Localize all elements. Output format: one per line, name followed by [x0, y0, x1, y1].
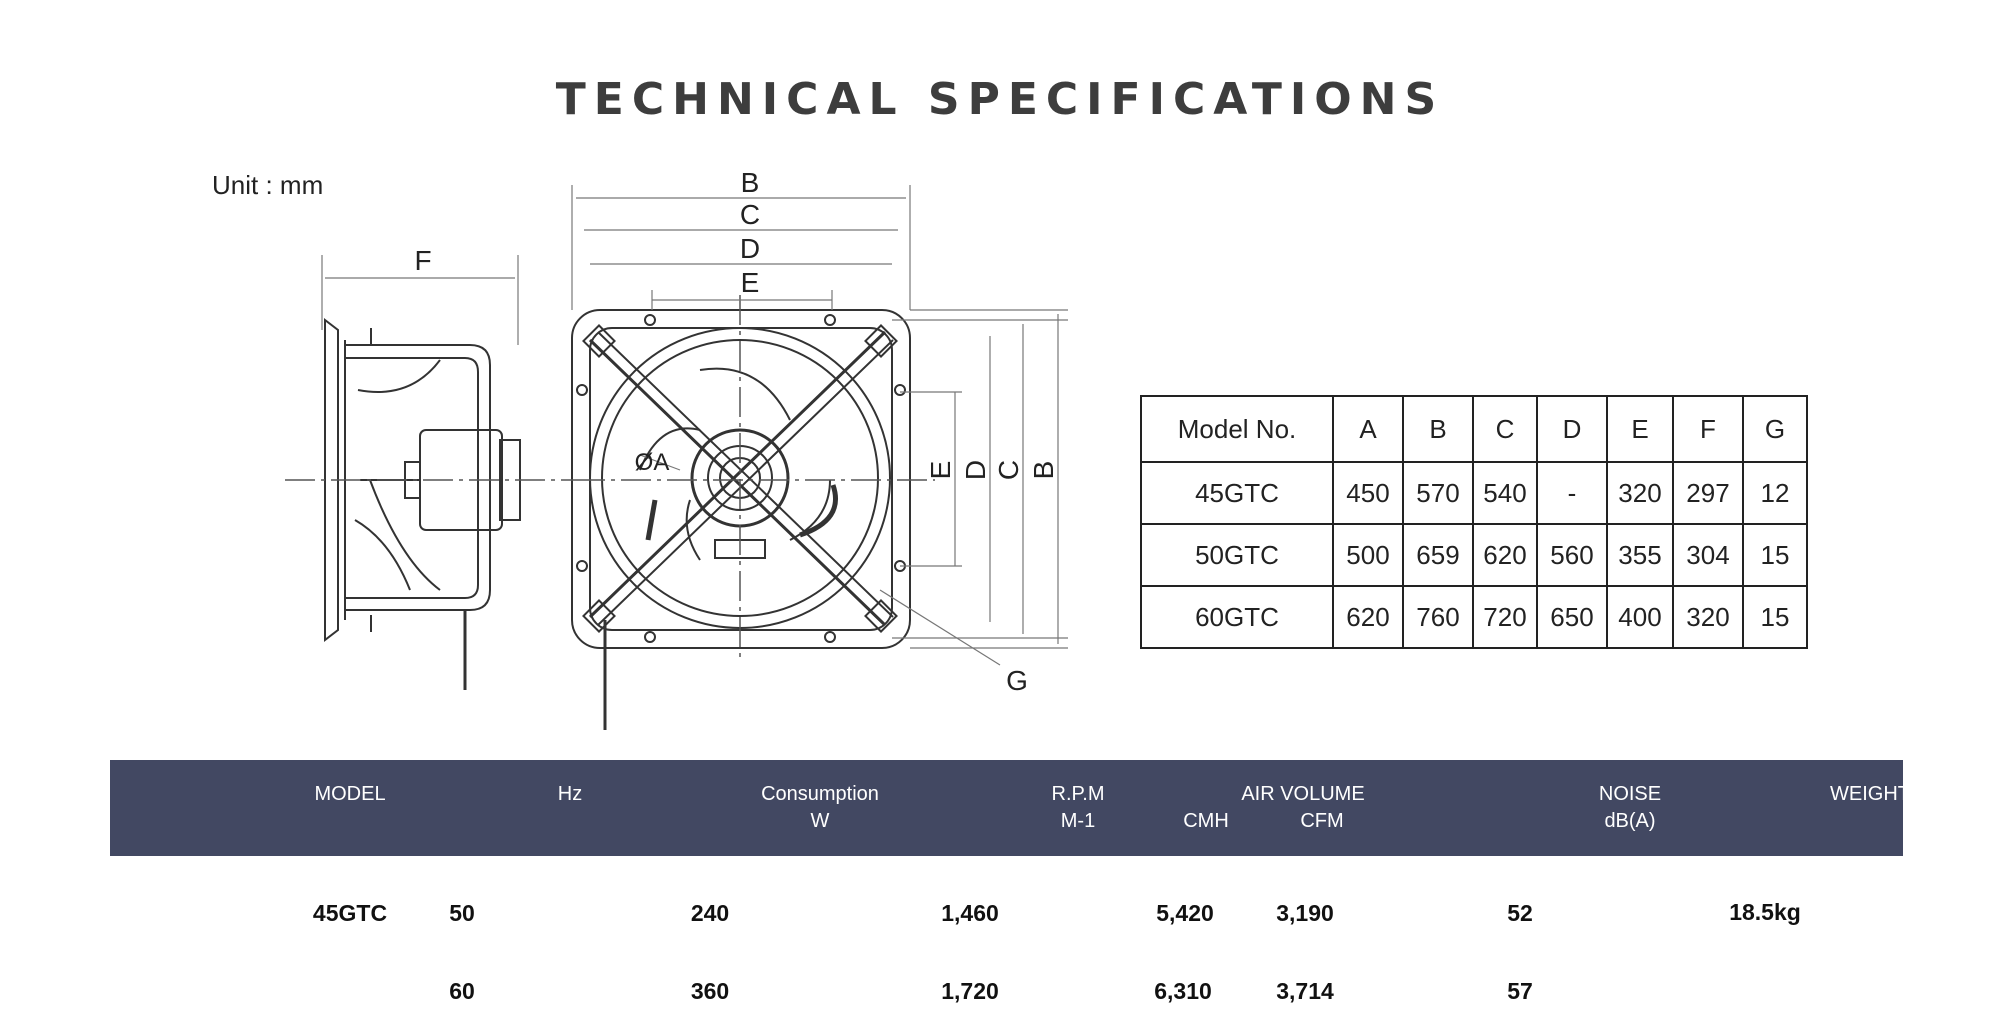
dim-cell: 297: [1673, 462, 1743, 524]
dim-cell: 620: [1473, 524, 1537, 586]
front-view: [572, 310, 910, 730]
spec-cell-consumption: 360: [690, 978, 730, 1004]
table-row: [1141, 462, 1807, 524]
spec-header-air-volume: AIR VOLUME: [1241, 783, 1365, 805]
spec-header-cmh: CMH: [1183, 810, 1229, 832]
dim-header-c: C: [1473, 396, 1537, 462]
label-e-top: E: [740, 267, 760, 298]
label-g: G: [1006, 665, 1028, 696]
spec-header-noise: NOISE: [1598, 783, 1662, 805]
dim-cell: 720: [1473, 586, 1537, 648]
dim-header-d: D: [1537, 396, 1607, 462]
spec-header-model: MODEL: [314, 783, 386, 805]
dim-cell: 15: [1743, 586, 1807, 648]
spec-cell-cfm: 3,190: [1276, 900, 1334, 926]
spec-cell-hz: 60: [449, 978, 475, 1004]
dim-header-b: B: [1403, 396, 1473, 462]
dim-cell: 304: [1673, 524, 1743, 586]
dim-cell: 45GTC: [1141, 462, 1333, 524]
spec-cell-rpm: 1,720: [941, 978, 999, 1004]
side-view: [325, 320, 520, 690]
spec-cell-hz: 50: [449, 900, 475, 926]
dim-cell: 560: [1537, 524, 1607, 586]
dim-cell: -: [1537, 462, 1607, 524]
dim-header-model: Model No.: [1141, 396, 1333, 462]
dim-header-e: E: [1607, 396, 1673, 462]
spec-cell-noise: 57: [1507, 978, 1533, 1004]
label-f: F: [414, 245, 432, 276]
spec-cell-weight: 18.5kg: [1729, 899, 1801, 925]
spec-header-hz: Hz: [557, 783, 583, 805]
dimension-table-header: [1141, 396, 1807, 462]
dimension-table: [1140, 395, 1808, 649]
label-c-side: C: [993, 459, 1024, 481]
spec-cell-model: 45GTC: [312, 900, 388, 926]
dim-cell: 500: [1333, 524, 1403, 586]
dim-cell: 12: [1743, 462, 1807, 524]
spec-header-weight: WEIGHT: [1830, 783, 1910, 805]
label-d-side: D: [960, 459, 991, 481]
spec-cell-noise: 52: [1507, 900, 1533, 926]
dim-cell: 620: [1333, 586, 1403, 648]
spec-header-consumption-unit: W: [810, 810, 830, 832]
spec-header-consumption: Consumption: [761, 783, 879, 805]
spec-header-rpm-unit: M-1: [1060, 810, 1096, 832]
unit-label: Unit : mm: [212, 170, 324, 200]
dim-cell: 650: [1537, 586, 1607, 648]
label-e-side: E: [925, 460, 956, 480]
dim-cell: 400: [1607, 586, 1673, 648]
table-row: [1141, 586, 1807, 648]
dim-cell: 760: [1403, 586, 1473, 648]
spec-header-rpm: R.P.M: [1051, 783, 1105, 805]
dim-cell: 320: [1607, 462, 1673, 524]
spec-cell-cfm: 3,714: [1276, 978, 1334, 1004]
dim-header-f: F: [1673, 396, 1743, 462]
label-d-top: D: [739, 233, 761, 264]
label-b-top: B: [740, 167, 760, 198]
spec-cell-rpm: 1,460: [941, 900, 999, 926]
spec-header-cfm: CFM: [1300, 810, 1344, 832]
dim-cell: 15: [1743, 524, 1807, 586]
label-b-side: B: [1028, 460, 1059, 480]
page-title: TECHNICAL SPECIFICATIONS: [555, 74, 1445, 125]
dim-cell: 570: [1403, 462, 1473, 524]
dim-cell: 50GTC: [1141, 524, 1333, 586]
spec-cell-cmh: 6,310: [1154, 978, 1212, 1004]
dim-header-a: A: [1333, 396, 1403, 462]
dim-cell: 540: [1473, 462, 1537, 524]
spec-cell-cmh: 5,420: [1156, 900, 1214, 926]
dim-cell: 450: [1333, 462, 1403, 524]
spec-header-noise-unit: dB(A): [1604, 810, 1656, 832]
dim-cell: 355: [1607, 524, 1673, 586]
table-row: [1141, 524, 1807, 586]
dim-cell: 60GTC: [1141, 586, 1333, 648]
spec-table-header: [110, 760, 1910, 856]
label-c-top: C: [739, 199, 761, 230]
dim-cell: 659: [1403, 524, 1473, 586]
dim-cell: 320: [1673, 586, 1743, 648]
spec-cell-consumption: 240: [690, 900, 730, 926]
dim-header-g: G: [1743, 396, 1807, 462]
label-a: ØA: [634, 449, 670, 476]
